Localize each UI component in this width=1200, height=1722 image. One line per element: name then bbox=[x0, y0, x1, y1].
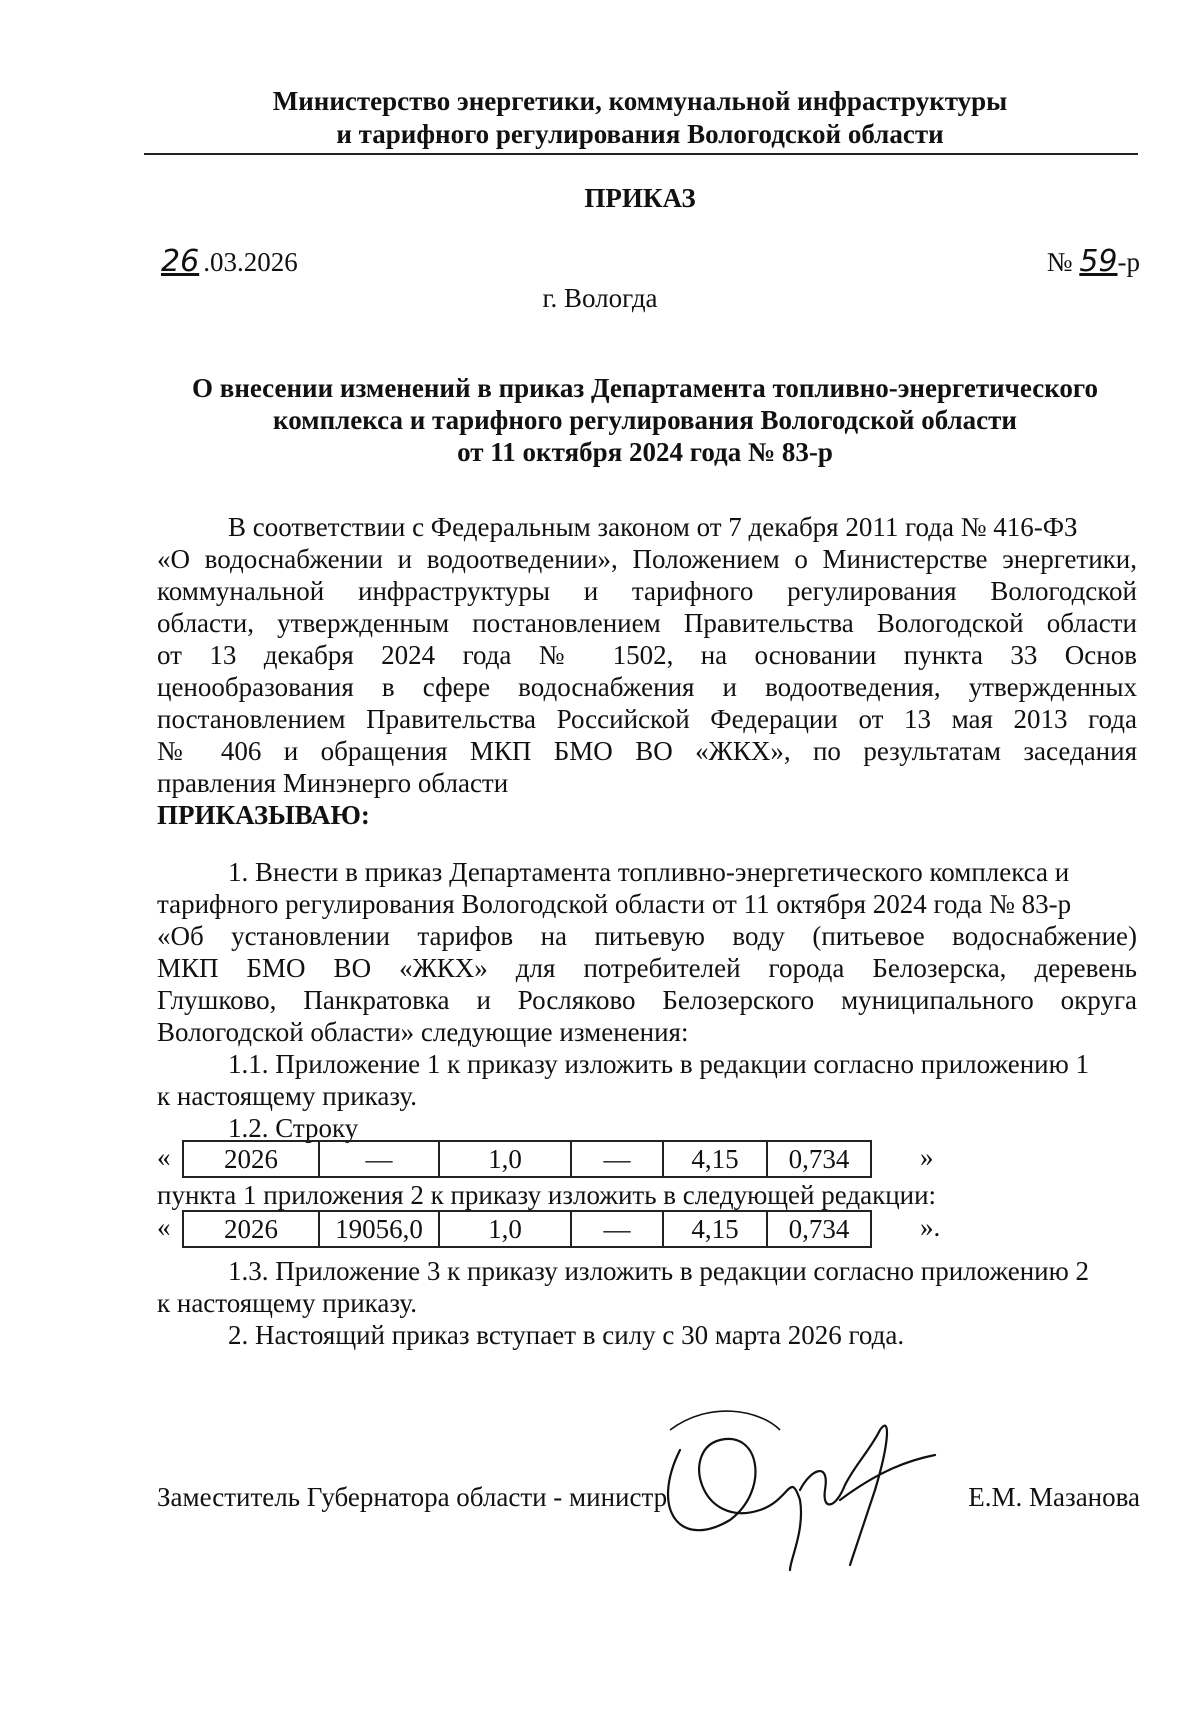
between-rows-text: пункта 1 приложения 2 к приказу изложить в следующей редакции: bbox=[157, 1180, 937, 1210]
tariff-row-new bbox=[182, 1210, 872, 1248]
item1-line: Глушково, Панкратовка и Росляково Белозерского муниципального округа bbox=[157, 985, 1137, 1015]
document-number bbox=[1047, 244, 1140, 279]
item1-line: Вологодской области» следующие изменения: bbox=[157, 1017, 689, 1047]
preamble-line: от 13 декабря 2024 года № 1502, на основании пункта 33 Основ bbox=[157, 640, 1137, 670]
item1-3-line: к настоящему приказу. bbox=[157, 1288, 417, 1318]
signatory-position: Заместитель Губернатора области - министр bbox=[157, 1482, 668, 1512]
doc-type-title: ПРИКАЗ bbox=[584, 183, 696, 213]
row-old-cell: 4,15 bbox=[663, 1141, 767, 1177]
order-title-line3: от 11 октября 2024 года № 83-р bbox=[457, 437, 833, 467]
number-suffix: -р bbox=[1117, 247, 1140, 277]
row-old-cell: — bbox=[319, 1141, 439, 1177]
row-new-open-quote: « bbox=[157, 1212, 171, 1242]
handwritten-signature bbox=[640, 1390, 940, 1590]
order-word: ПРИКАЗЫВАЮ: bbox=[157, 800, 370, 830]
row-old-open-quote: « bbox=[157, 1142, 171, 1172]
item1-2-label: 1.2. Строку bbox=[228, 1113, 359, 1143]
row-old-cell: 0,734 bbox=[767, 1141, 871, 1177]
row-new-cell: 0,734 bbox=[767, 1211, 871, 1247]
number-prefix: № bbox=[1046, 247, 1073, 277]
item1-line: тарифного регулирования Вологодской области от 11 октября 2024 года № 83-р bbox=[157, 889, 1072, 919]
preamble-line: области, утвержденным постановлением Правительства Вологодской области bbox=[157, 608, 1137, 638]
preamble-line: правления Минэнерго области bbox=[157, 768, 509, 798]
item1-line: «Об установлении тарифов на питьевую воду (питьевое водоснабжение) bbox=[157, 921, 1137, 951]
item2-text: 2. Настоящий приказ вступает в силу с 30 марта 2026 года. bbox=[228, 1320, 905, 1350]
preamble-line: ценообразования в сфере водоснабжения и водоотведения, утвержденных bbox=[157, 672, 1137, 702]
preamble-line: постановлением Правительства Российской Федерации от 13 мая 2013 года bbox=[157, 704, 1137, 734]
ministry-name-line1: Министерство энергетики, коммунальной инфраструктуры bbox=[272, 86, 1008, 116]
row-old-cell: 1,0 bbox=[439, 1141, 571, 1177]
signatory-name: Е.М. Мазанова bbox=[968, 1482, 1140, 1512]
row-new-close-quote: ». bbox=[920, 1212, 941, 1242]
tariff-row-old bbox=[182, 1140, 872, 1178]
document-date bbox=[157, 244, 298, 279]
row-new-cell: 19056,0 bbox=[319, 1211, 439, 1247]
header-divider bbox=[144, 153, 1138, 155]
row-new-cell: 4,15 bbox=[663, 1211, 767, 1247]
item1-1-line: к настоящему приказу. bbox=[157, 1081, 417, 1111]
date-day-handwritten: 26 bbox=[161, 244, 200, 279]
row-new-cell: — bbox=[571, 1211, 663, 1247]
order-title-line1: О внесении изменений в приказ Департамента топливно-энергетического bbox=[191, 373, 1098, 403]
date-rest: .03.2026 bbox=[203, 247, 298, 277]
preamble-line: № 406 и обращения МКП БМО ВО «ЖКХ», по результатам заседания bbox=[157, 736, 1137, 766]
item1-line: МКП БМО ВО «ЖКХ» для потребителей города Белозерска, деревень bbox=[157, 953, 1137, 983]
order-title-line2: комплекса и тарифного регулирования Вологодской области bbox=[273, 405, 1017, 435]
preamble-line: «О водоснабжении и водоотведении», Положением о Министерстве энергетики, bbox=[157, 544, 1137, 574]
row-new-year: 2026 bbox=[183, 1211, 319, 1247]
preamble-line: коммунальной инфраструктуры и тарифного регулирования Вологодской bbox=[157, 576, 1137, 606]
ministry-name-line2: и тарифного регулирования Вологодской области bbox=[336, 119, 944, 149]
item1-line: 1. Внести в приказ Департамента топливно-энергетического комплекса и bbox=[228, 857, 1070, 887]
item1-1-line: 1.1. Приложение 1 к приказу изложить в редакции согласно приложению 1 bbox=[228, 1049, 1090, 1079]
row-new-cell: 1,0 bbox=[439, 1211, 571, 1247]
row-old-cell: — bbox=[571, 1141, 663, 1177]
preamble-line: В соответствии с Федеральным законом от 7 декабря 2011 года № 416-ФЗ bbox=[228, 512, 1078, 542]
row-old-close-quote: » bbox=[920, 1142, 934, 1172]
item1-3-line: 1.3. Приложение 3 к приказу изложить в редакции согласно приложению 2 bbox=[228, 1256, 1090, 1286]
number-handwritten: 59 bbox=[1079, 244, 1118, 279]
row-old-year: 2026 bbox=[183, 1141, 319, 1177]
city-label: г. Вологда bbox=[542, 283, 658, 313]
